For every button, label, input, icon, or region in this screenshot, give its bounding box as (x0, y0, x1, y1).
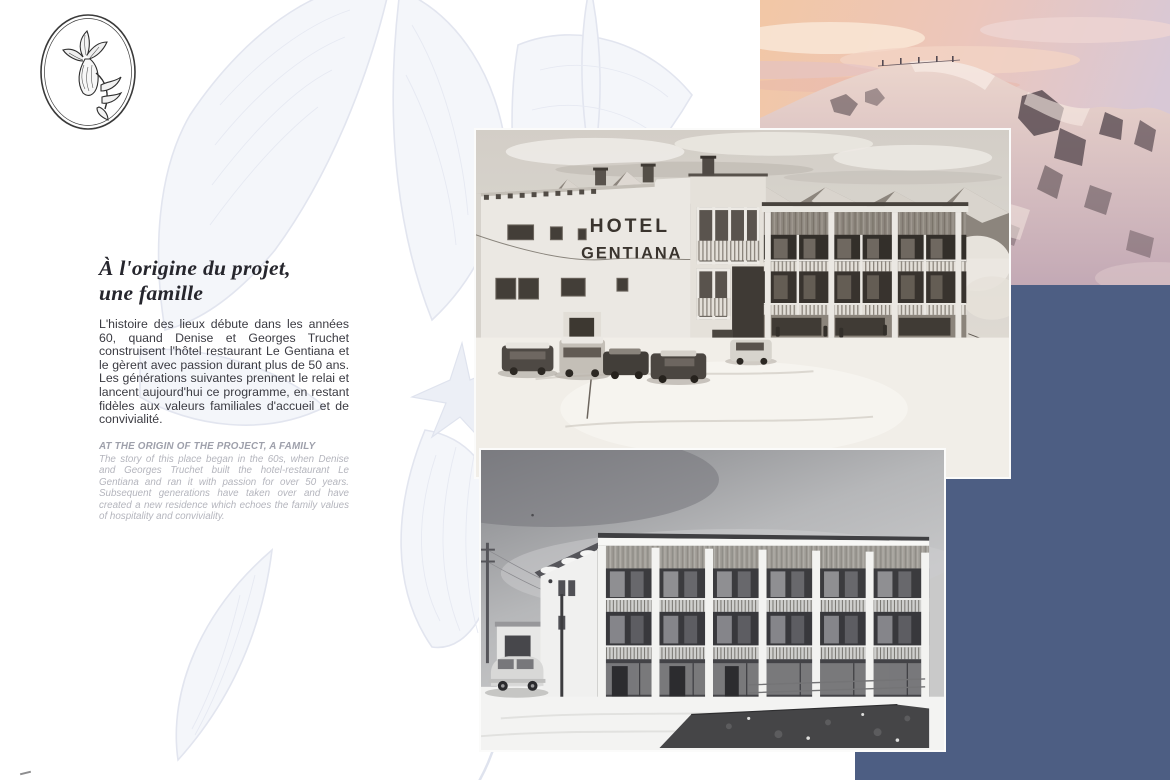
hotel-gentiana-photo-art (476, 130, 1009, 477)
logo (39, 13, 137, 131)
sepia-wash (476, 130, 1009, 477)
subtitle-english: AT THE ORIGIN OF THE PROJECT, A FAMILY (99, 440, 316, 452)
hotel-sign-line1: HOTEL (589, 215, 671, 237)
gentiana-flower-emblem-icon (39, 13, 137, 131)
front-pole (560, 594, 563, 701)
title-line-1: À l'origine du projet, (99, 256, 291, 280)
hotel-sign-line2: GENTIANA (581, 244, 683, 263)
paragraph-french: L'histoire des lieux débute dans les années 60, quand Denise et Georges Truchet construisent l'hôtel restaurant Le Gentiana et le gèrent avec passion durant plus de 50 ans. Les générations suivantes prennent le relai et lancent aujourd'hui ce programme, en restant fidèles aux valeurs familiales d'accueil et de convivialité. (99, 317, 349, 427)
bird (531, 514, 534, 517)
residence-photo-art (481, 450, 944, 750)
page-corner-mark (20, 771, 31, 776)
article (99, 256, 349, 523)
vintage-hotel-gentiana-photo (474, 128, 1011, 479)
vintage-residence-building-photo (479, 448, 946, 752)
paragraph-english: The story of this place began in the 60s, when Denise and Georges Truchet built the hotel-restaurant Le Gentiana and ran it with passion for over 50 years. Subsequent generations have taken over and have created a new residence which echoes the family values of hospitality and conviviality. (99, 453, 349, 523)
page-title (99, 256, 349, 306)
residence-building (598, 533, 929, 702)
title-line-2: une famille (99, 281, 204, 305)
